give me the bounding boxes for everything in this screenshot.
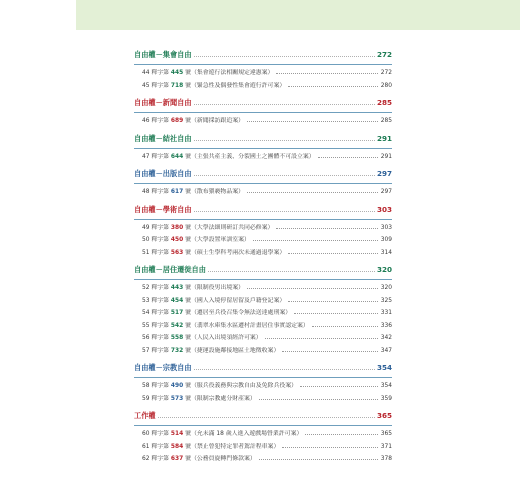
entry-page-number: 291	[380, 153, 392, 160]
dot-leader	[259, 399, 378, 400]
entry-page-number: 325	[380, 297, 392, 304]
toc-entry[interactable]	[134, 345, 392, 358]
entry-page-number: 336	[380, 322, 392, 329]
dot-leader	[305, 434, 377, 435]
interpretation-number: 637	[170, 456, 184, 462]
entry-label	[142, 115, 244, 124]
entry-suffix: 號	[185, 297, 191, 304]
section-heading[interactable]	[134, 205, 392, 219]
entry-prefix: 釋字第	[151, 153, 170, 160]
entry-prefix: 釋字第	[151, 285, 170, 291]
entry-suffix: 號	[185, 335, 191, 341]
interpretation-number: 445	[170, 70, 184, 76]
entry-prefix: 釋字第	[151, 322, 170, 329]
toc-section	[134, 98, 392, 128]
entry-page-number: 309	[380, 237, 392, 243]
toc-entry[interactable]	[134, 222, 392, 235]
entry-label	[142, 234, 250, 243]
section-heading[interactable]	[134, 50, 392, 64]
toc-entry[interactable]	[134, 441, 392, 454]
entry-label	[142, 295, 285, 304]
toc-entry[interactable]	[134, 453, 392, 466]
entry-page-number: 354	[380, 383, 392, 389]
section-heading[interactable]	[134, 411, 392, 425]
toc-entry[interactable]	[134, 295, 392, 308]
toc-section	[134, 134, 392, 164]
section-page-number: 297	[376, 169, 392, 178]
entry-index: 49	[142, 224, 150, 231]
dot-leader	[247, 288, 378, 289]
entry-suffix: 號	[185, 249, 191, 256]
entry-description: （新聞採訪跟追案）	[190, 118, 244, 124]
entry-label	[142, 186, 244, 195]
interpretation-number: 514	[170, 431, 184, 437]
section-divider	[134, 183, 392, 184]
entry-label	[142, 222, 273, 231]
dot-leader	[294, 313, 378, 314]
entry-suffix: 號	[185, 322, 191, 329]
entry-label	[142, 80, 285, 89]
entry-label	[142, 247, 285, 256]
section-title: 自由權－新聞自由	[134, 98, 192, 107]
entry-description: （禁止曾犯特定罪者駕計程車案）	[190, 443, 280, 450]
toc-entry[interactable]	[134, 320, 392, 333]
entry-index: 54	[142, 310, 150, 316]
entry-prefix: 釋字第	[151, 249, 170, 256]
interpretation-number: 732	[170, 347, 184, 354]
section-divider	[134, 112, 392, 113]
entry-suffix: 號	[185, 456, 191, 462]
entry-description: （國人入境停留居留及戶籍登記案）	[190, 297, 286, 304]
entry-suffix: 號	[185, 237, 191, 243]
toc-section	[134, 169, 392, 199]
header-band	[76, 0, 520, 30]
entry-label	[142, 393, 256, 402]
dot-leader	[194, 175, 375, 176]
dot-leader	[247, 121, 378, 122]
interpretation-number: 718	[170, 82, 184, 89]
dot-leader	[312, 326, 378, 327]
entry-label	[142, 380, 297, 389]
section-title: 自由權－學術自由	[134, 204, 192, 214]
entry-prefix: 釋字第	[151, 224, 170, 231]
entry-page-number: 359	[380, 395, 392, 402]
toc-entry[interactable]	[134, 234, 392, 247]
toc-entry[interactable]	[134, 67, 392, 80]
entry-index: 56	[142, 335, 150, 341]
entry-suffix: 號	[185, 395, 191, 402]
toc-entry[interactable]	[134, 393, 392, 406]
entry-prefix: 釋字第	[151, 237, 170, 243]
entry-label	[142, 345, 279, 354]
entry-prefix: 釋字第	[151, 347, 170, 354]
dot-leader	[282, 351, 377, 352]
section-title: 自由權－居住遷徙自由	[134, 265, 206, 274]
interpretation-number: 563	[170, 249, 184, 256]
entry-index: 62	[142, 456, 150, 462]
entry-description: （服兵役義務與宗教自由及免除兵役案）	[190, 383, 298, 389]
entry-page-number: 342	[380, 335, 392, 341]
section-divider	[134, 377, 392, 378]
entry-suffix: 號	[185, 189, 191, 195]
entry-description: （緊急性及偶發性集會遊行許可案）	[190, 82, 286, 89]
entry-prefix: 釋字第	[151, 118, 170, 124]
entry-page-number: 314	[380, 249, 392, 256]
section-page-number: 272	[376, 50, 392, 59]
toc-section	[134, 363, 392, 405]
entry-index: 51	[142, 249, 150, 256]
entry-description: （散布猥褻物品案）	[190, 189, 244, 195]
entry-index: 59	[142, 395, 150, 402]
entry-prefix: 釋字第	[151, 70, 170, 76]
dot-leader	[158, 417, 375, 418]
interpretation-number: 380	[170, 224, 184, 231]
dot-leader	[288, 301, 378, 302]
section-heading[interactable]	[134, 98, 392, 112]
toc-entry[interactable]	[134, 307, 392, 320]
dot-leader	[194, 56, 375, 57]
section-heading[interactable]	[134, 265, 392, 279]
entry-page-number: 272	[380, 70, 392, 76]
entry-index: 57	[142, 347, 150, 354]
toc-entry[interactable]	[134, 380, 392, 393]
section-divider	[134, 64, 392, 65]
entry-suffix: 號	[185, 431, 191, 437]
dot-leader	[194, 211, 375, 212]
entry-suffix: 號	[185, 347, 191, 354]
entry-suffix: 號	[185, 224, 191, 231]
entry-prefix: 釋字第	[151, 431, 170, 437]
entry-label	[142, 282, 244, 291]
entry-suffix: 號	[185, 82, 191, 89]
entry-description: （捷運設施鄰接地區土地徵收案）	[190, 347, 280, 354]
entry-page-number: 371	[380, 443, 392, 450]
interpretation-number: 617	[170, 189, 184, 195]
dot-leader	[247, 192, 378, 193]
entry-description: （公務員旋轉門條款案）	[190, 456, 256, 462]
entry-index: 44	[142, 70, 150, 76]
entry-label	[142, 307, 291, 316]
dot-leader	[194, 369, 375, 370]
entry-label	[142, 453, 256, 462]
interpretation-number: 542	[170, 322, 184, 329]
entry-index: 47	[142, 153, 150, 160]
dot-leader	[276, 73, 377, 74]
toc-section	[134, 265, 392, 357]
entry-description: （主張共產主義、分裂國土之團體不可設立案）	[190, 153, 315, 160]
section-heading[interactable]	[134, 134, 392, 148]
entry-page-number: 347	[380, 347, 392, 354]
dot-leader	[300, 386, 378, 387]
entry-suffix: 號	[185, 443, 191, 450]
entry-prefix: 釋字第	[151, 395, 170, 402]
entry-page-number: 365	[380, 431, 392, 437]
entry-description: （翡翠水庫集水區遷村計畫居住事實認定案）	[190, 322, 309, 329]
entry-description: （限制役男出境案）	[190, 285, 244, 291]
entry-prefix: 釋字第	[151, 297, 170, 304]
entry-label	[142, 441, 279, 450]
interpretation-number: 573	[170, 395, 184, 402]
interpretation-number: 558	[170, 335, 184, 341]
table-of-contents	[134, 50, 392, 472]
section-divider	[134, 148, 392, 149]
dot-leader	[288, 253, 378, 254]
entry-suffix: 號	[185, 310, 191, 316]
section-divider	[134, 279, 392, 280]
entry-description: （集會遊行法相關規定違憲案）	[190, 70, 274, 76]
toc-entry[interactable]	[134, 282, 392, 295]
entry-label	[142, 67, 273, 76]
section-title: 自由權－出版自由	[134, 169, 192, 178]
interpretation-number: 517	[170, 310, 184, 316]
toc-entry[interactable]	[134, 115, 392, 128]
entry-prefix: 釋字第	[151, 189, 170, 195]
entry-page-number: 280	[380, 82, 392, 89]
section-heading[interactable]	[134, 363, 392, 377]
section-divider	[134, 219, 392, 220]
dot-leader	[253, 240, 378, 241]
dot-leader	[288, 86, 378, 87]
toc-entry[interactable]	[134, 428, 392, 441]
entry-description: （大學設置軍訓室案）	[190, 237, 250, 243]
entry-page-number: 320	[380, 285, 392, 291]
entry-index: 45	[142, 82, 150, 89]
dot-leader	[265, 338, 378, 339]
toc-section	[134, 411, 392, 466]
entry-description: （大學法細則研訂共同必修案）	[190, 224, 274, 231]
entry-suffix: 號	[185, 118, 191, 124]
entry-description: （人民入出境須經許可案）	[190, 335, 262, 341]
entry-suffix: 號	[185, 285, 191, 291]
dot-leader	[194, 140, 375, 141]
dot-leader	[276, 228, 377, 229]
entry-prefix: 釋字第	[151, 383, 170, 389]
interpretation-number: 443	[170, 285, 184, 291]
entry-index: 61	[142, 443, 150, 450]
entry-index: 52	[142, 285, 150, 291]
entry-index: 46	[142, 118, 150, 124]
interpretation-number: 450	[170, 237, 184, 243]
section-page-number: 320	[376, 265, 392, 274]
section-page-number: 285	[376, 98, 392, 107]
dot-leader	[208, 271, 375, 272]
interpretation-number: 689	[170, 118, 184, 124]
entry-label	[142, 428, 302, 437]
section-page-number: 303	[376, 204, 392, 214]
interpretation-number: 584	[170, 443, 184, 450]
entry-description: （碩士生學科考兩次未通過退學案）	[190, 249, 286, 256]
entry-description: （限制宗教處分財產案）	[190, 395, 256, 402]
interpretation-number: 490	[170, 383, 184, 389]
entry-prefix: 釋字第	[151, 310, 170, 316]
entry-description: （允未滿 18 歲人進入遊戲場營業許可案）	[190, 431, 303, 437]
entry-page-number: 285	[380, 118, 392, 124]
entry-page-number: 331	[380, 310, 392, 316]
toc-section	[134, 50, 392, 92]
section-title: 工作權	[134, 411, 156, 420]
entry-index: 50	[142, 237, 150, 243]
section-title: 自由權－集會自由	[134, 50, 192, 59]
toc-entry[interactable]	[134, 151, 392, 164]
entry-label	[142, 332, 262, 341]
entry-prefix: 釋字第	[151, 335, 170, 341]
entry-suffix: 號	[185, 383, 191, 389]
dot-leader	[194, 104, 375, 105]
entry-index: 58	[142, 383, 150, 389]
entry-label	[142, 320, 309, 329]
entry-suffix: 號	[185, 153, 191, 160]
toc-entry[interactable]	[134, 247, 392, 260]
entry-label	[142, 151, 315, 160]
dot-leader	[318, 157, 378, 158]
dot-leader	[259, 459, 378, 460]
entry-prefix: 釋字第	[151, 456, 170, 462]
entry-page-number: 297	[380, 189, 392, 195]
section-page-number: 354	[376, 363, 392, 372]
interpretation-number: 644	[170, 153, 184, 160]
entry-page-number: 378	[380, 456, 392, 462]
section-page-number: 365	[376, 411, 392, 420]
dot-leader	[282, 447, 377, 448]
entry-description: （遷居至兵役召集令無法送達處刑案）	[190, 310, 292, 316]
entry-index: 48	[142, 189, 150, 195]
section-heading[interactable]	[134, 169, 392, 183]
interpretation-number: 454	[170, 297, 184, 304]
toc-entry[interactable]	[134, 332, 392, 345]
entry-index: 60	[142, 431, 150, 437]
toc-section	[134, 205, 392, 260]
section-divider	[134, 425, 392, 426]
toc-entry[interactable]	[134, 186, 392, 199]
entry-suffix: 號	[185, 70, 191, 76]
section-page-number: 291	[376, 133, 392, 143]
entry-index: 53	[142, 297, 150, 304]
toc-entry[interactable]	[134, 80, 392, 93]
entry-page-number: 303	[380, 224, 392, 231]
section-title: 自由權－宗教自由	[134, 363, 192, 372]
entry-index: 55	[142, 322, 150, 329]
entry-prefix: 釋字第	[151, 82, 170, 89]
section-title: 自由權－結社自由	[134, 133, 192, 143]
entry-prefix: 釋字第	[151, 443, 170, 450]
